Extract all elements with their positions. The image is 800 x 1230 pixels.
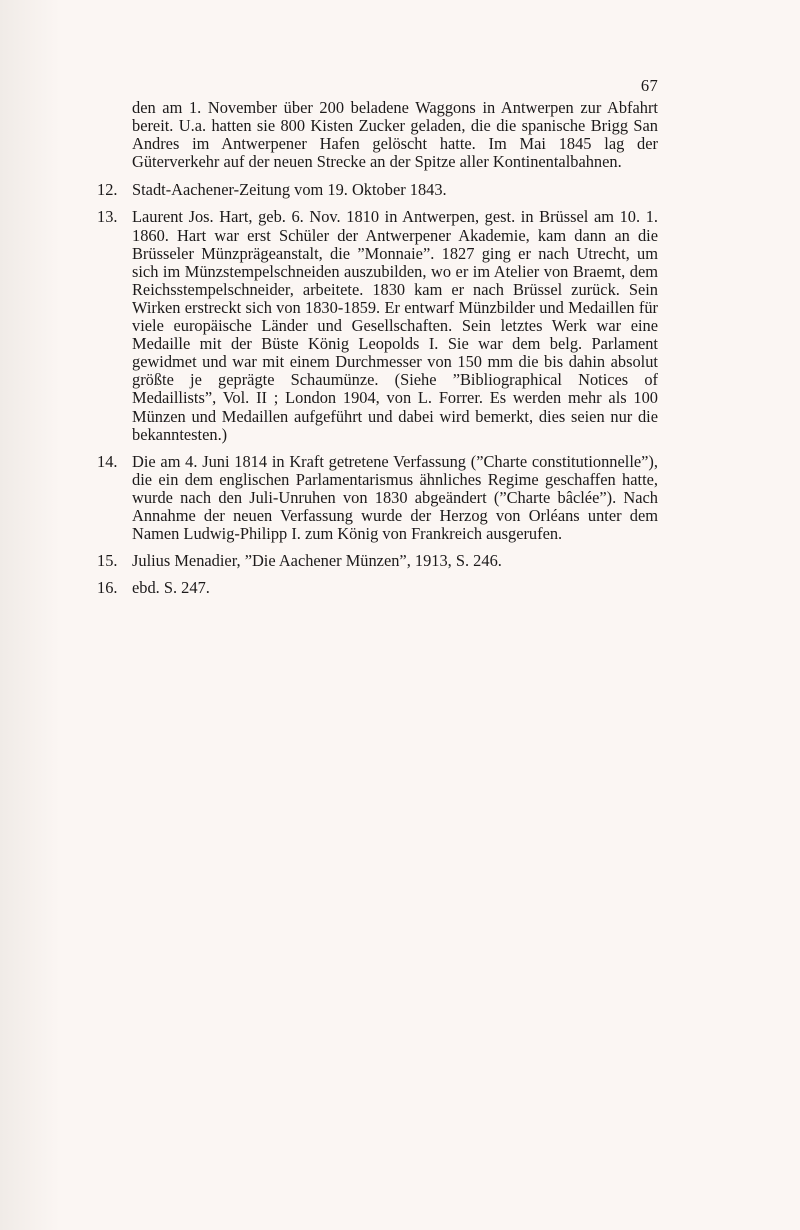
continuation-paragraph: den am 1. November über 200 beladene Waggons in Antwerpen zur Abfahrt bereit. U.a. hatten sie 800 Kisten Zucker geladen, die die spanische Brigg San Andres im Antwerpener Hafen gelöscht hatte. Im Mai 1845 lag der Güterverkehr auf der neuen Strecke an der Spitze aller Kontinentalbahnen. <box>132 98 658 172</box>
footnote-16 <box>97 579 658 597</box>
footnote-number: 14. <box>97 451 118 471</box>
footnote-15 <box>97 552 658 570</box>
footnote-14 <box>97 453 658 543</box>
footnote-text: Julius Menadier, ”Die Aachener Münzen”, 1913, S. 246. <box>132 551 502 571</box>
footnote-text: ebd. S. 247. <box>132 578 210 598</box>
footnote-12 <box>97 181 658 199</box>
footnote-number: 12. <box>97 180 118 200</box>
page-number: 67 <box>640 76 658 95</box>
footnote-13 <box>97 208 658 443</box>
page-edge-shadow <box>0 0 60 1230</box>
footnote-text: Laurent Jos. Hart, geb. 6. Nov. 1810 in Antwerpen, gest. in Brüssel am 10. 1. 1860. Hart war erst Schüler der Antwerpener Akademie, kam dann an die Brüsseler Münzprägeanstalt, die ”Monnaie”. 1827 ging er nach Utrecht, um sich im Münzstempelschneiden auszubilden, wo er im Atelier von Braemt, dem Reichsstempelschneider, arbeitete. 1830 kam er nach Brüssel zurück. Sein Wirken erstreckt sich von 1830-1859. Er entwarf Münzbilder und Medaillen für viele europäische Länder und Gesellschaften. Sein letztes Werk war eine Medaille mit der Büste König Leopolds I. Sie war dem belg. Parlament gewidmet und war mit einem Durchmesser von 150 mm die bis dahin absolut größte je geprägte Schaumünze. (Siehe ”Bibliographical Notices of Medaillists”, Vol. II ; London 1904, von L. Forrer. Es werden mehr als 100 Münzen und Medaillen aufgeführt und dabei wird bemerkt, dies seien nur die bekanntesten.) <box>132 207 658 444</box>
footnote-text: Die am 4. Juni 1814 in Kraft getretene Verfassung (”Charte constitutionnelle”), die ein dem englischen Parlamentarismus ähnliches Regime geschaffen hatte, wurde nach den Juli-Unruhen von 1830 abgeändert (”Charte bâclée”). Nach Annahme der neuen Verfassung wurde der Herzog von Orléans unter dem Namen Ludwig-Philipp I. zum König von Frankreich ausgerufen. <box>132 451 658 544</box>
footnote-number: 15. <box>97 551 118 571</box>
footnote-number: 13. <box>97 207 118 227</box>
footnotes-section <box>97 99 658 597</box>
footnote-text: Stadt-Aachener-Zeitung vom 19. Oktober 1843. <box>132 180 447 200</box>
footnote-number: 16. <box>97 578 118 598</box>
